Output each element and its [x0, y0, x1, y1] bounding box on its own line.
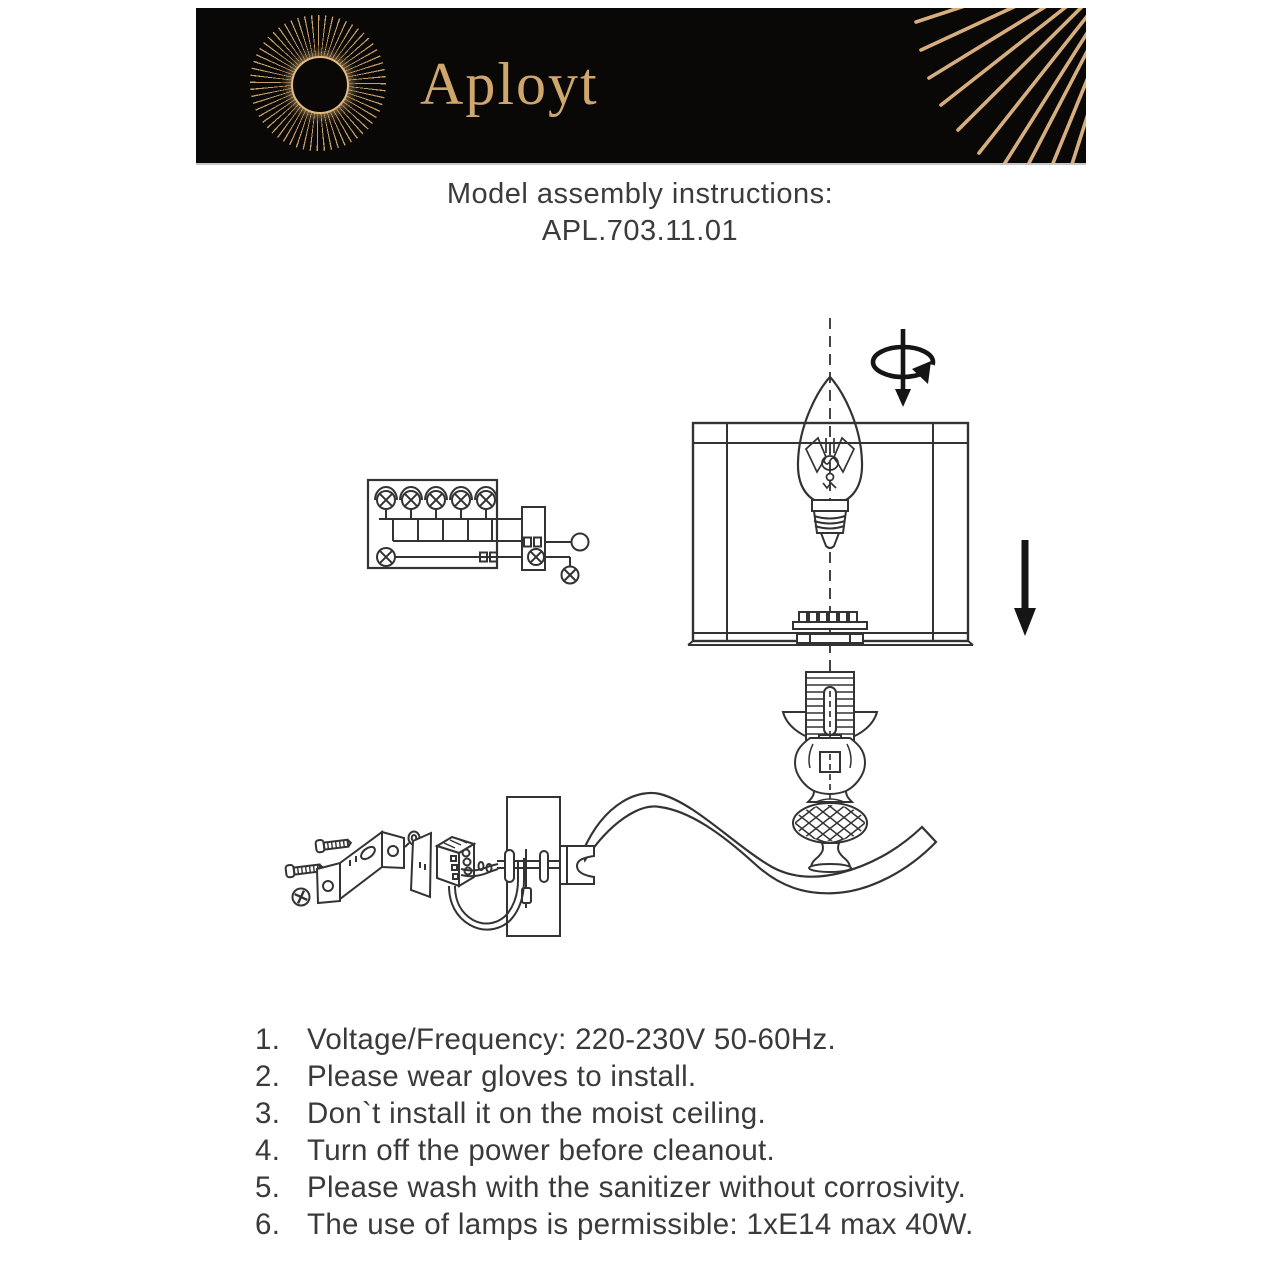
wall-mount-assembly [285, 797, 563, 936]
list-item [255, 1058, 974, 1095]
item-number: 5. [255, 1171, 281, 1204]
item-number: 3. [255, 1097, 281, 1130]
item-number: 4. [255, 1134, 281, 1167]
item-text: Voltage/Frequency: 220-230V 50-60Hz. [307, 1023, 837, 1056]
crystal-ball [752, 799, 908, 846]
page-title: Model assembly instructions: [446, 178, 834, 210]
item-text: Turn off the power before cleanout. [307, 1134, 776, 1167]
bulb-e14-base [812, 500, 848, 548]
list-item [255, 1132, 974, 1169]
list-item [255, 1021, 974, 1058]
screw-head [292, 888, 311, 907]
brand-name: Aployt [420, 51, 599, 117]
shade-ring [793, 612, 867, 643]
terminal-block [437, 837, 492, 886]
item-text: Please wash with the sanitizer without corrosivity. [307, 1171, 967, 1204]
socket-foot [809, 843, 851, 872]
item-text: Please wear gloves to install. [307, 1060, 697, 1093]
mounting-screw [315, 836, 351, 852]
list-item [255, 1206, 974, 1243]
item-text: Don`t install it on the moist ceiling. [307, 1097, 767, 1130]
model-number: APL.703.11.01 [541, 215, 739, 247]
fastener [540, 851, 548, 882]
lamp-body-block [560, 846, 594, 884]
item-number: 2. [255, 1060, 281, 1093]
list-item [255, 1169, 974, 1206]
fastener [505, 850, 514, 882]
socket-vase [795, 738, 865, 802]
instructions-list [255, 1021, 974, 1243]
item-number: 1. [255, 1023, 281, 1056]
candle-bulb [798, 377, 862, 548]
rotation-arrow-icon [873, 329, 938, 407]
item-number: 6. [255, 1208, 281, 1241]
wiring-schematic [368, 480, 589, 584]
item-text: The use of lamps is permissible: 1xE14 max 40W. [307, 1208, 974, 1241]
down-arrow-icon [1014, 540, 1036, 636]
threaded-socket-tube [806, 672, 854, 748]
wall-arm [583, 793, 936, 893]
socket-assembly [752, 672, 908, 872]
list-item [255, 1095, 974, 1132]
back-plate [411, 833, 431, 897]
